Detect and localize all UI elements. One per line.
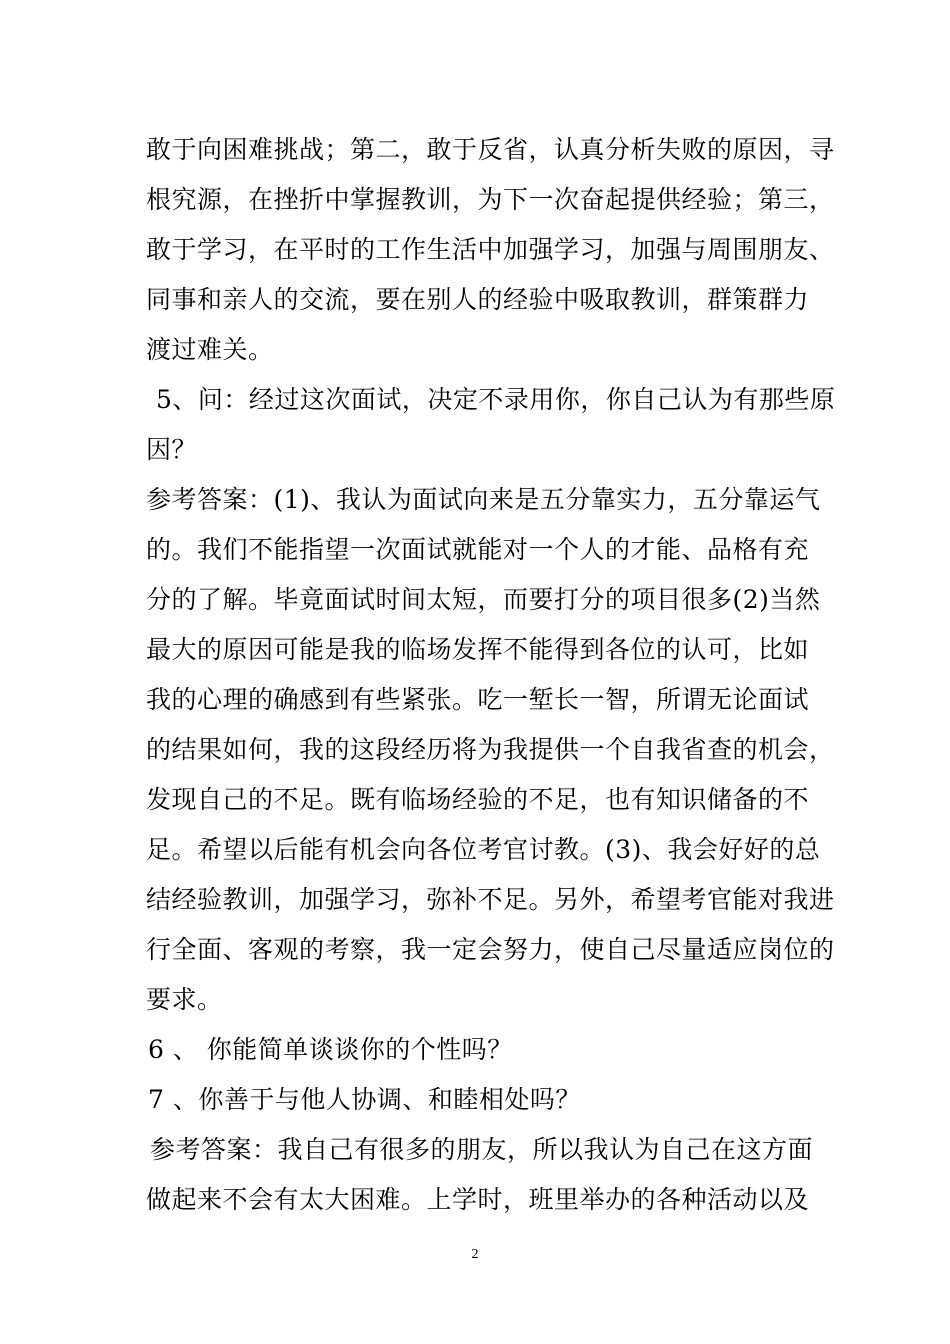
- answer-5-line-7: 发现自己的不足。既有临场经验的不足，也有知识储备的不: [146, 785, 810, 814]
- answer-5-line-9: 结经验教训，加强学习，弥补不足。另外，希望考官能对我进: [146, 885, 835, 914]
- text-line-1: 敢于向困难挑战；第二，敢于反省，认真分析失败的原因，寻: [146, 135, 835, 164]
- text-line-4: 同事和亲人的交流，要在别人的经验中吸取教训，群策群力: [146, 285, 810, 314]
- answer-5-line-4: 最大的原因可能是我的临场发挥不能得到各位的认可，比如: [146, 635, 810, 664]
- answer-5-line-5: 我的心理的确感到有些紧张。吃一堑长一智，所谓无论面试: [146, 685, 810, 714]
- answer-5-line-3: 分的了解。毕竟面试时间太短，而要打分的项目很多(2)当然: [146, 585, 821, 614]
- answer-5-line-11: 要求。: [146, 985, 223, 1014]
- question-5-line-1: 5、问：经过这次面试，决定不录用你，你自己认为有那些原: [156, 385, 836, 414]
- page-number: 2: [471, 1247, 479, 1262]
- answer-5-line-6: 的结果如何，我的这段经历将为我提供一个自我省查的机会，: [146, 735, 835, 764]
- text-line-5: 渡过难关。: [146, 335, 274, 364]
- question-5-line-2: 因？: [146, 435, 198, 464]
- answer-7-line-2: 做起来不会有太大困难。上学时，班里举办的各种活动以及: [146, 1185, 810, 1214]
- answer-5-line-1: 参考答案：(1)、我认为面试向来是五分靠实力，五分靠运气: [146, 485, 821, 514]
- question-7: 7 、你善于与他人协调、和睦相处吗？: [148, 1085, 581, 1114]
- answer-5-line-8: 足。希望以后能有机会向各位考官讨教。(3)、我会好好的总: [146, 835, 821, 864]
- text-line-2: 根究源，在挫折中掌握教训，为下一次奋起提供经验；第三，: [146, 185, 835, 214]
- answer-5-line-2: 的。我们不能指望一次面试就能对一个人的才能、品格有充: [146, 535, 810, 564]
- answer-7-line-1: 参考答案：我自己有很多的朋友，所以我认为自己在这方面: [150, 1135, 814, 1164]
- question-6: 6 、 你能简单谈谈你的个性吗？: [148, 1035, 513, 1064]
- answer-5-line-10: 行全面、客观的考察，我一定会努力，使自己尽量适应岗位的: [146, 935, 835, 964]
- text-line-3: 敢于学习，在平时的工作生活中加强学习，加强与周围朋友、: [146, 235, 835, 264]
